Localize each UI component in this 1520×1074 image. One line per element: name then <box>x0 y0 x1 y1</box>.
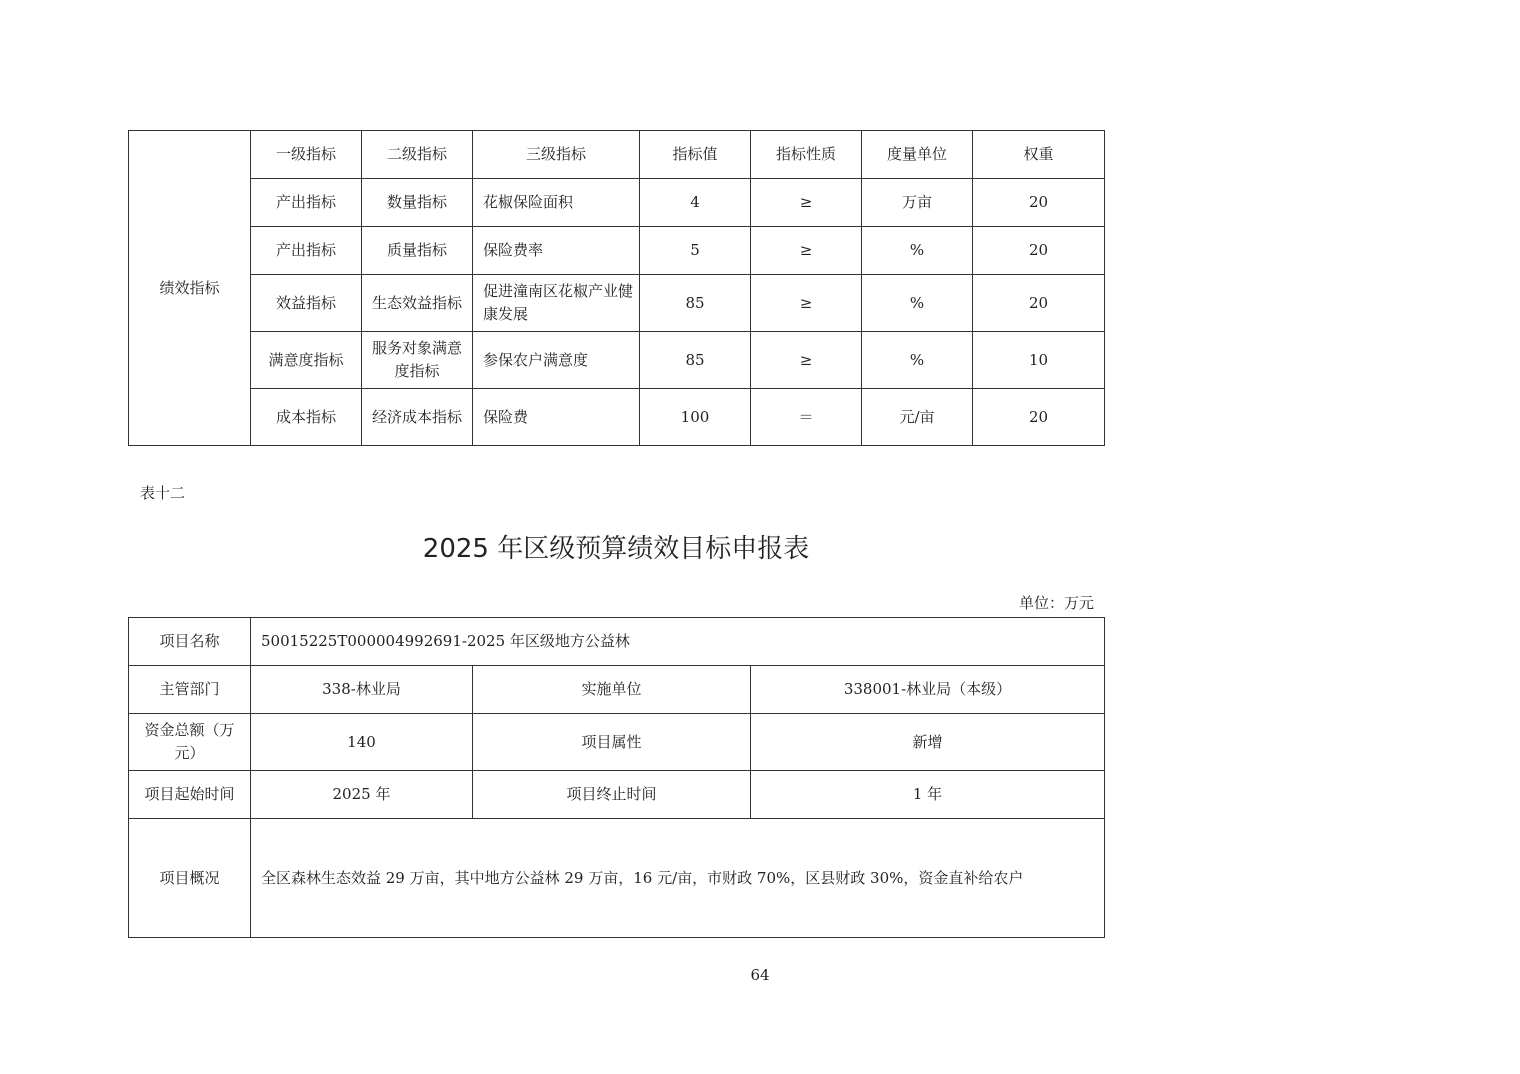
table-row <box>129 389 1105 446</box>
performance-indicator-table <box>128 130 1105 446</box>
end-label: 项目终止时间 <box>473 771 751 819</box>
header-cell: 指标值 <box>640 131 751 179</box>
cell-level3: 花椒保险面积 <box>473 179 640 227</box>
fund-value: 140 <box>251 714 473 771</box>
cell-nature: ≥ <box>751 179 862 227</box>
cell-nature: ≥ <box>751 227 862 275</box>
impl-value: 338001-林业局（本级） <box>751 666 1105 714</box>
start-value: 2025 年 <box>251 771 473 819</box>
cell-value: 85 <box>640 275 751 332</box>
cell-level3: 参保农户满意度 <box>473 332 640 389</box>
cell-level1: 满意度指标 <box>251 332 362 389</box>
cell-level3: 保险费 <box>473 389 640 446</box>
cell-weight: 20 <box>973 179 1105 227</box>
table-row <box>129 618 1105 666</box>
project-name-value: 50015225T000004992691-2025 年区级地方公益林 <box>251 618 1105 666</box>
end-value: 1 年 <box>751 771 1105 819</box>
cell-unit: 元/亩 <box>862 389 973 446</box>
table-row <box>129 714 1105 771</box>
cell-level3: 促进潼南区花椒产业健康发展 <box>473 275 640 332</box>
project-info-table <box>128 617 1105 938</box>
table-row <box>129 227 1105 275</box>
dept-value: 338-林业局 <box>251 666 473 714</box>
cell-level2: 经济成本指标 <box>362 389 473 446</box>
overview-label: 项目概况 <box>129 819 251 938</box>
cell-value: 5 <box>640 227 751 275</box>
table-caption: 表十二 <box>140 484 186 502</box>
cell-level1: 成本指标 <box>251 389 362 446</box>
cell-unit: % <box>862 332 973 389</box>
cell-unit: 万亩 <box>862 179 973 227</box>
cell-weight: 10 <box>973 332 1105 389</box>
cell-level2: 服务对象满意度指标 <box>362 332 473 389</box>
cell-level1: 产出指标 <box>251 227 362 275</box>
cell-weight: 20 <box>973 275 1105 332</box>
cell-value: 4 <box>640 179 751 227</box>
header-cell: 二级指标 <box>362 131 473 179</box>
cell-level2: 质量指标 <box>362 227 473 275</box>
page-title: 2025 年区级预算绩效目标申报表 <box>422 534 810 564</box>
table-row <box>129 179 1105 227</box>
page-number: 64 <box>750 966 770 984</box>
table-row <box>129 275 1105 332</box>
table-row <box>129 819 1105 938</box>
cell-unit: % <box>862 227 973 275</box>
cell-level1: 产出指标 <box>251 179 362 227</box>
cell-weight: 20 <box>973 227 1105 275</box>
header-cell: 一级指标 <box>251 131 362 179</box>
cell-level1: 效益指标 <box>251 275 362 332</box>
cell-nature: ＝ <box>751 389 862 446</box>
cell-weight: 20 <box>973 389 1105 446</box>
cell-value: 100 <box>640 389 751 446</box>
table-row <box>129 666 1105 714</box>
overview-value: 全区森林生态效益 29 万亩，其中地方公益林 29 万亩，16 元/亩，市财政 70%，区县财政 30%，资金直补给农户 <box>251 819 1105 938</box>
cell-level3: 保险费率 <box>473 227 640 275</box>
attr-label: 项目属性 <box>473 714 751 771</box>
cell-unit: % <box>862 275 973 332</box>
start-label: 项目起始时间 <box>129 771 251 819</box>
unit-label: 单位：万元 <box>1018 594 1094 612</box>
table-row <box>129 771 1105 819</box>
header-cell: 三级指标 <box>473 131 640 179</box>
section-label: 绩效指标 <box>129 131 251 446</box>
table-row <box>129 332 1105 389</box>
cell-nature: ≥ <box>751 275 862 332</box>
fund-label: 资金总额（万元） <box>129 714 251 771</box>
impl-label: 实施单位 <box>473 666 751 714</box>
cell-value: 85 <box>640 332 751 389</box>
table-header-row <box>129 131 1105 179</box>
header-cell: 权重 <box>973 131 1105 179</box>
header-cell: 度量单位 <box>862 131 973 179</box>
dept-label: 主管部门 <box>129 666 251 714</box>
attr-value: 新增 <box>751 714 1105 771</box>
project-name-label: 项目名称 <box>129 618 251 666</box>
cell-level2: 数量指标 <box>362 179 473 227</box>
cell-level2: 生态效益指标 <box>362 275 473 332</box>
header-cell: 指标性质 <box>751 131 862 179</box>
cell-nature: ≥ <box>751 332 862 389</box>
